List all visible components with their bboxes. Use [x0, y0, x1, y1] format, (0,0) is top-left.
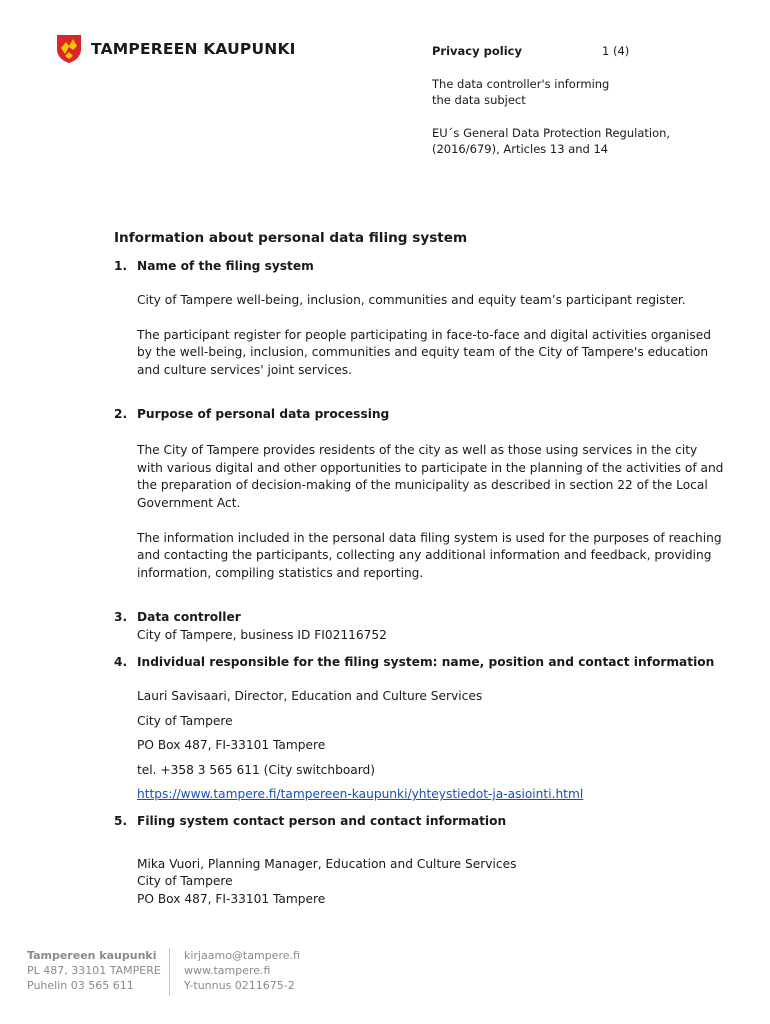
regulation-line: EU´s General Data Protection Regulation, [432, 125, 671, 140]
text-line: City of Tampere [137, 713, 233, 728]
text-line: Lauri Savisaari, Director, Education and Culture Services [137, 689, 483, 704]
section-number: 2. [114, 406, 128, 421]
footer-address: PL 487, 33101 TAMPERE [27, 964, 161, 977]
section-title: Purpose of personal data processing [137, 406, 390, 421]
footer-web: www.tampere.fi [184, 964, 271, 977]
section-heading [114, 406, 724, 424]
section-title: Data controller [137, 610, 241, 625]
paragraph: The City of Tampere provides residents of the city as well as those using services in the city with various digital and other opportunities to participate in the planning of the activities of and the preparation of decision-making of the municipality as described in section 22 of the Local Government Act. [137, 443, 724, 510]
section-number: 1. [114, 258, 128, 273]
paragraph: The information included in the personal data filing system is used for the purposes of reaching and contacting the participants, collecting any additional information and feedback, providing information, compiling statistics and reporting. [137, 530, 722, 580]
section-heading [114, 258, 724, 276]
section-title: Filing system contact person and contact information [137, 814, 507, 829]
section-number: 4. [114, 654, 128, 669]
subtitle-line: The data controller's informing [432, 76, 610, 91]
page-footer [27, 948, 300, 996]
section-title: Individual responsible for the filing system: name, position and contact information [137, 654, 715, 669]
text-line: Mika Vuori, Planning Manager, Education and Culture Services [137, 856, 517, 871]
regulation-line: (2016/679), Articles 13 and 14 [432, 142, 609, 156]
section-title: Name of the filing system [137, 258, 314, 273]
text-line: PO Box 487, FI-33101 Tampere [137, 738, 326, 753]
footer-business-id: Y-tunnus 0211675-2 [184, 979, 295, 992]
footer-org: Tampereen kaupunki [27, 949, 157, 962]
footer-phone: Puhelin 03 565 611 [27, 979, 134, 992]
document-header-info [432, 43, 670, 158]
org-name: TAMPEREEN KAUPUNKI [91, 40, 296, 58]
footer-email: kirjaamo@tampere.fi [184, 949, 300, 962]
document-title: Information about personal data filing system [114, 230, 468, 246]
document-body [114, 230, 724, 908]
coat-of-arms-icon [56, 34, 82, 64]
text-line: PO Box 487, FI-33101 Tampere [137, 891, 326, 906]
text-line: tel. +358 3 565 611 (City switchboard) [137, 762, 376, 777]
paragraph: The participant register for people participating in face-to-face and digital activities organised by the well-being, inclusion, communities and equity team of the City of Tampere's education and culture services' joint services. [137, 327, 712, 377]
section-heading [114, 609, 724, 627]
footer-divider [169, 948, 170, 996]
contact-link[interactable]: https://www.tampere.fi/tampereen-kaupunki/yhteystiedot-ja-asiointi.html [137, 787, 584, 802]
section-heading [114, 813, 724, 831]
text-line: City of Tampere, business ID FI02116752 [137, 627, 387, 642]
paragraph: City of Tampere well-being, inclusion, communities and equity team’s participant register. [137, 293, 686, 308]
section-heading [114, 654, 724, 672]
page-indicator: 1 (4) [602, 44, 630, 58]
text-line: City of Tampere [137, 874, 233, 889]
subtitle-line: the data subject [432, 93, 526, 107]
section-number: 5. [114, 814, 128, 829]
doc-type: Privacy policy [432, 44, 522, 58]
section-number: 3. [114, 610, 128, 625]
city-logo [56, 34, 296, 64]
